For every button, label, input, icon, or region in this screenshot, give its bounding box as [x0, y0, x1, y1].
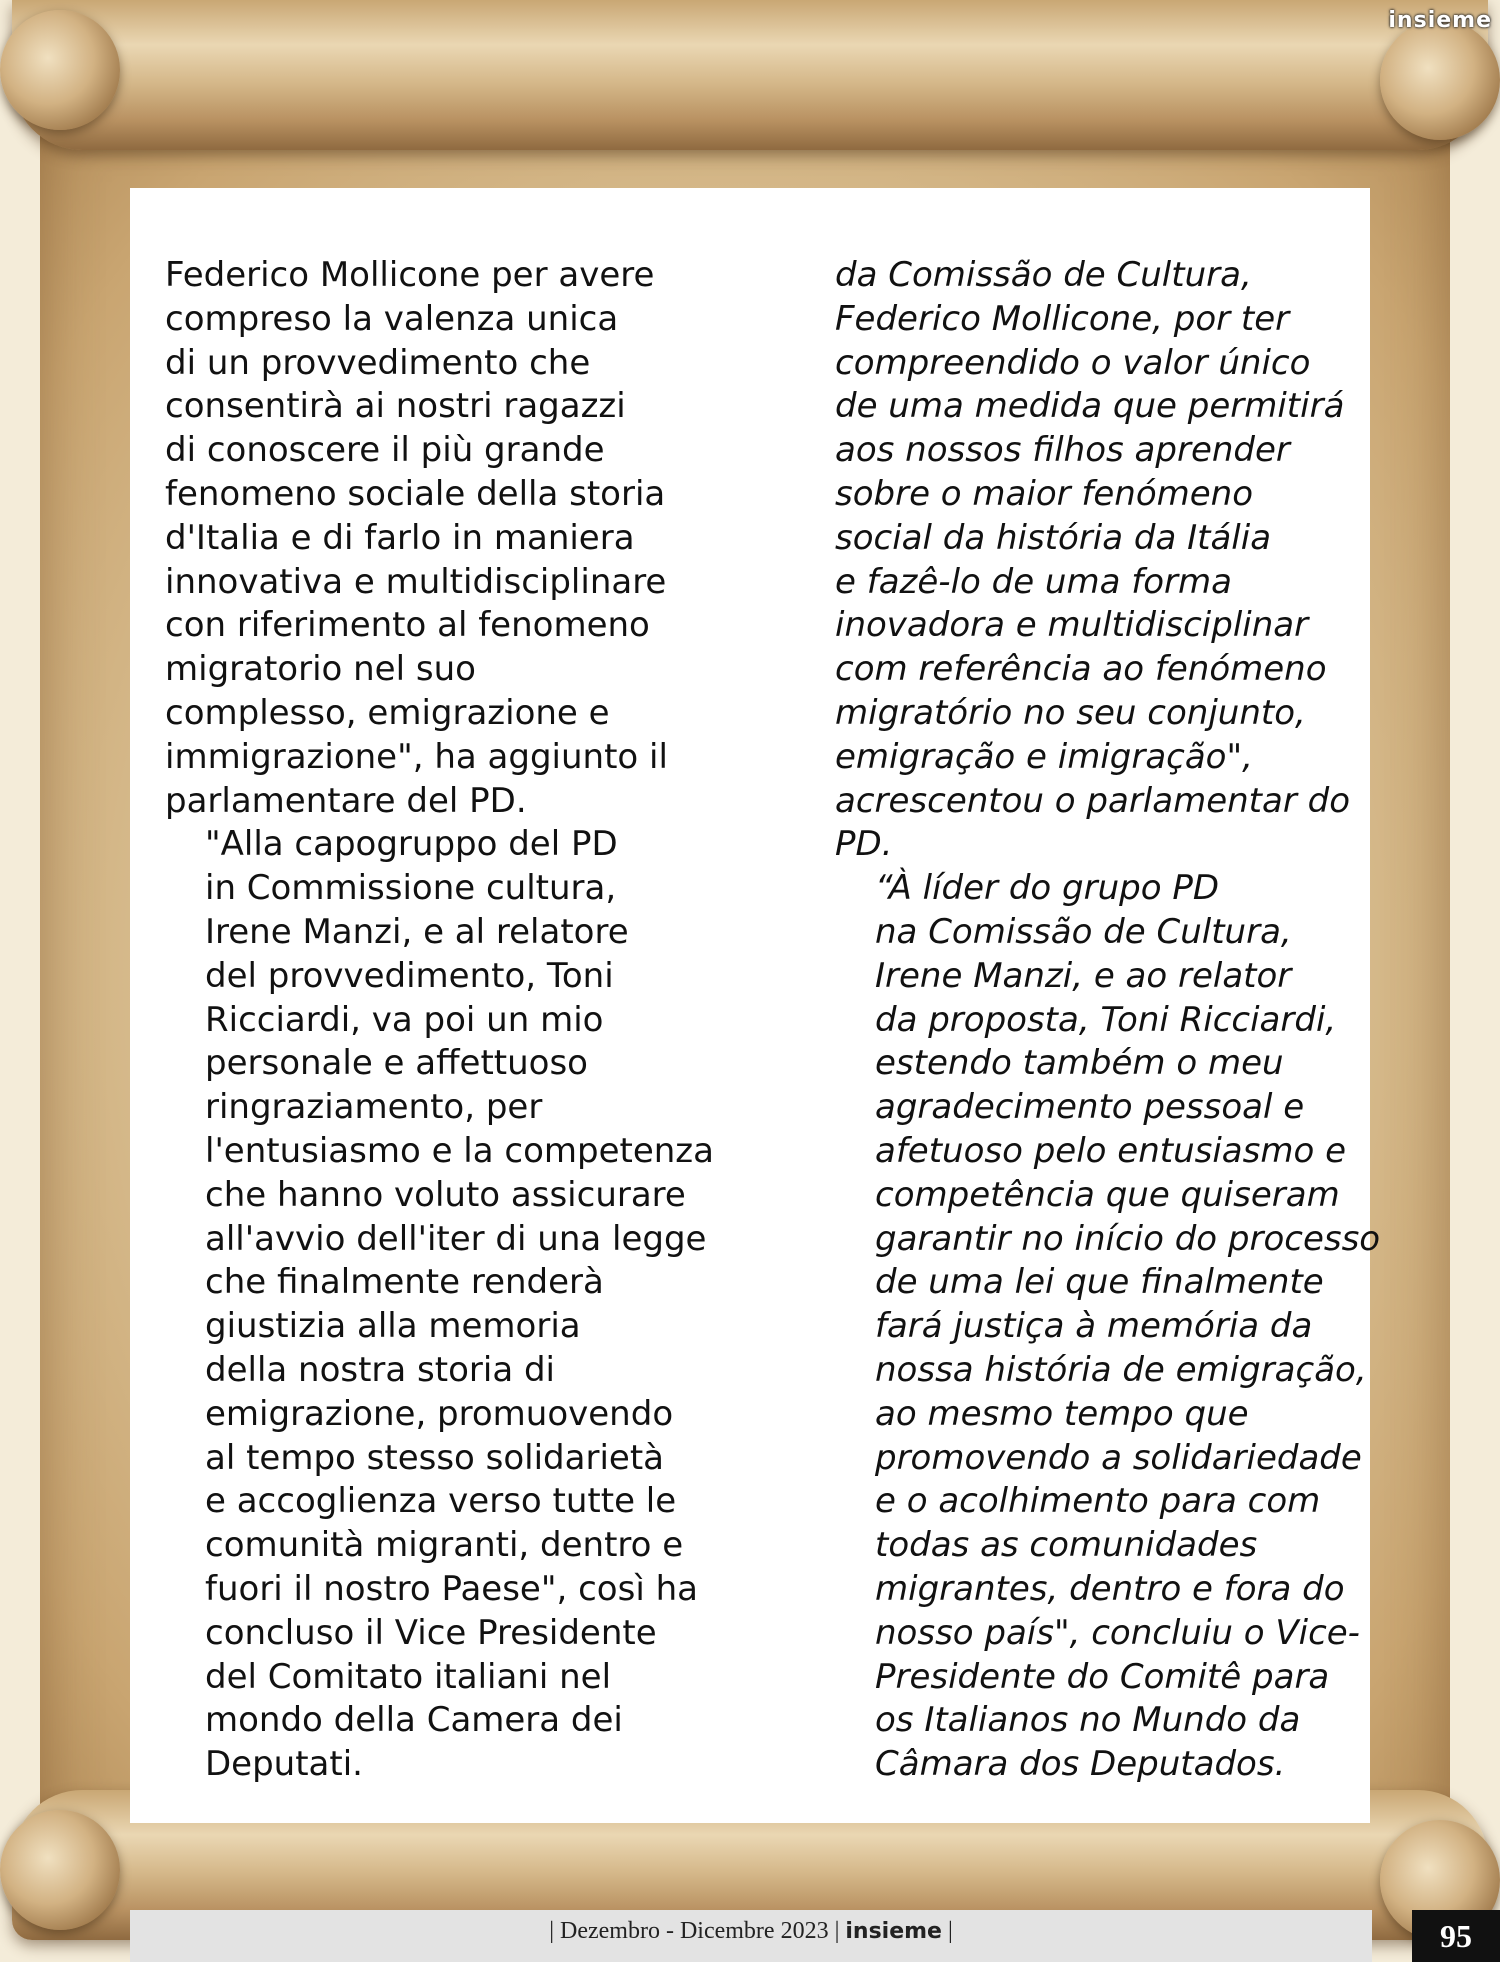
text-line: complesso, emigrazione e: [165, 692, 610, 733]
text-line: d'Italia e di farlo in maniera: [165, 517, 635, 558]
italian-column: [165, 254, 714, 1787]
text-line: todas as comunidades: [875, 1525, 1258, 1566]
text-line: PD.: [835, 824, 893, 865]
text-line: compreendido o valor único: [835, 342, 1311, 383]
text-line: fará justiça à memória da: [875, 1306, 1313, 1347]
text-line: all'avvio dell'iter di una legge: [205, 1218, 707, 1259]
text-line: ringraziamento, per: [205, 1087, 543, 1128]
text-line: migratório no seu conjunto,: [835, 692, 1306, 733]
text-line: del Comitato italiani nel: [205, 1656, 612, 1697]
text-line: os Italianos no Mundo da: [875, 1700, 1301, 1741]
text-line: sobre o maior fenómeno: [835, 473, 1254, 514]
scroll-curl-bottom-left: [0, 1810, 120, 1930]
text-line: concluso il Vice Presidente: [205, 1612, 657, 1653]
text-line: parlamentare del PD.: [165, 780, 527, 821]
text-line: consentirà ai nostri ragazzi: [165, 386, 626, 427]
footer-text: [130, 1918, 1372, 1945]
text-line: del provvedimento, Toni: [205, 955, 614, 996]
text-line: Irene Manzi, e al relatore: [205, 911, 629, 952]
text-line: competência que quiseram: [875, 1174, 1340, 1215]
text-line: promovendo a solidariedade: [875, 1437, 1362, 1478]
scroll-curl-top-left: [0, 10, 120, 130]
text-line: Irene Manzi, e ao relator: [875, 955, 1292, 996]
header-brand-logo: insieme: [1388, 8, 1492, 33]
text-line: giustizia alla memoria: [205, 1306, 581, 1347]
scroll-curl-top-right: [1380, 20, 1500, 140]
text-line: com referência ao fenómeno: [835, 649, 1327, 690]
footer-brand-logo: insieme: [845, 1919, 942, 1944]
text-line: e accoglienza verso tutte le: [205, 1481, 677, 1522]
text-line: Deputati.: [205, 1744, 363, 1785]
italian-paragraph-1: [165, 254, 685, 823]
footer-separator: |: [947, 1918, 953, 1944]
text-line: nossa história de emigração,: [875, 1349, 1367, 1390]
page-number: 95: [1412, 1910, 1500, 1962]
text-line: Ricciardi, va poi un mio: [205, 999, 604, 1040]
text-line: di conoscere il più grande: [165, 430, 605, 471]
text-line: Câmara dos Deputados.: [875, 1744, 1286, 1785]
text-line: e fazê-lo de uma forma: [835, 561, 1232, 602]
text-line: aos nossos filhos aprender: [835, 430, 1290, 471]
text-line: de uma lei que finalmente: [875, 1262, 1324, 1303]
text-line: inovadora e multidisciplinar: [835, 605, 1309, 646]
text-line: con riferimento al fenomeno: [165, 605, 650, 646]
text-line: de uma medida que permitirá: [835, 386, 1345, 427]
text-line: ao mesmo tempo que: [875, 1393, 1249, 1434]
text-line: “À líder do grupo PD: [875, 868, 1220, 909]
text-line: mondo della Camera dei: [205, 1700, 623, 1741]
text-line: acrescentou o parlamentar do: [835, 780, 1350, 821]
text-line: al tempo stesso solidarietà: [205, 1437, 664, 1478]
text-line: Federico Mollicone per avere: [165, 255, 655, 295]
text-line: fuori il nostro Paese", così ha: [205, 1568, 698, 1609]
text-line: "Alla capogruppo del PD: [205, 824, 618, 865]
text-line: na Comissão de Cultura,: [875, 911, 1292, 952]
text-line: estendo também o meu: [875, 1043, 1284, 1084]
portuguese-paragraph-2: [835, 867, 1381, 1787]
text-line: innovativa e multidisciplinare: [165, 561, 667, 602]
text-line: emigrazione, promuovendo: [205, 1393, 674, 1434]
text-line: emigração e imigração",: [835, 736, 1253, 777]
text-line: fenomeno sociale della storia: [165, 473, 666, 514]
text-line: migratorio nel suo: [165, 649, 476, 690]
text-line: compreso la valenza unica: [165, 298, 619, 339]
footer-date: | Dezembro - Dicembre 2023 |: [549, 1918, 840, 1944]
text-line: in Commissione cultura,: [205, 868, 617, 909]
text-line: immigrazione", ha aggiunto il: [165, 736, 668, 777]
text-line: agradecimento pessoal e: [875, 1087, 1305, 1128]
text-line: che finalmente renderà: [205, 1262, 604, 1303]
text-line: della nostra storia di: [205, 1349, 555, 1390]
text-line: Presidente do Comitê para: [875, 1656, 1330, 1697]
text-line: che hanno voluto assicurare: [205, 1174, 686, 1215]
text-line: social da história da Itália: [835, 517, 1272, 558]
text-line: nosso país", concluiu o Vice-: [875, 1612, 1360, 1653]
text-line: migrantes, dentro e fora do: [875, 1568, 1345, 1609]
portuguese-paragraph-1: [835, 254, 1350, 867]
text-line: afetuoso pelo entusiasmo e: [875, 1130, 1346, 1171]
text-line: da Comissão de Cultura,: [835, 255, 1252, 295]
text-line: personale e affettuoso: [205, 1043, 588, 1084]
scroll-top-roll: [12, 0, 1488, 150]
portuguese-column: [835, 254, 1381, 1787]
italian-paragraph-2: [165, 823, 714, 1787]
text-line: e o acolhimento para com: [875, 1481, 1321, 1522]
text-line: comunità migranti, dentro e: [205, 1525, 684, 1566]
text-line: Federico Mollicone, por ter: [835, 298, 1290, 339]
text-line: l'entusiasmo e la competenza: [205, 1130, 714, 1171]
text-line: da proposta, Toni Ricciardi,: [875, 999, 1337, 1040]
text-line: di un provvedimento che: [165, 342, 591, 383]
text-line: garantir no início do processo: [875, 1218, 1381, 1259]
